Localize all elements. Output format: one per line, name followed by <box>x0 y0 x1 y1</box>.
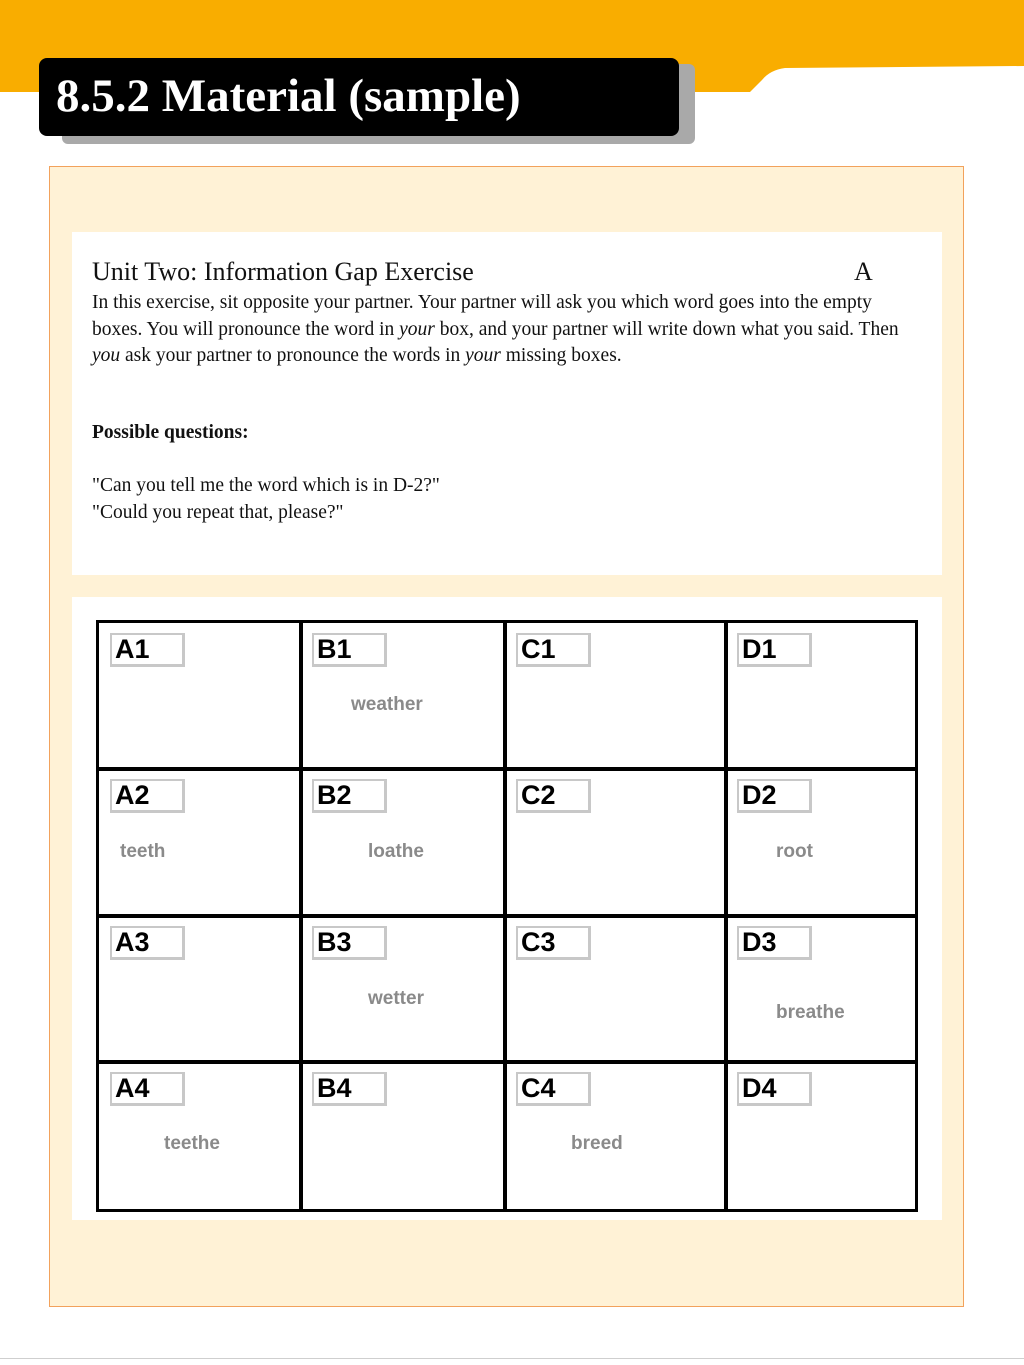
grid-cell-a1 <box>99 623 301 769</box>
cell-word: teethe <box>164 1133 220 1154</box>
cell-label: A4 <box>110 1072 185 1106</box>
question-item: "Could you repeat that, please?" <box>92 502 344 523</box>
exercise-title: Unit Two: Information Gap Exercise <box>92 257 474 286</box>
cell-label: C3 <box>516 926 591 960</box>
cell-word: breed <box>571 1133 623 1154</box>
cell-label: A2 <box>110 779 185 813</box>
cell-label: D2 <box>737 779 812 813</box>
cell-label: B1 <box>312 633 387 667</box>
cell-label: C4 <box>516 1072 591 1106</box>
cell-label: D1 <box>737 633 812 667</box>
intro-text: In this exercise, sit opposite your partner. Your partner will ask you which word goes into the empty boxes. You will pronounce the word in <box>92 292 872 340</box>
cell-label: D4 <box>737 1072 812 1106</box>
grid-cell-c4 <box>505 1062 726 1209</box>
title-box <box>39 58 679 136</box>
cell-label: B3 <box>312 926 387 960</box>
cell-label: C1 <box>516 633 591 667</box>
cell-label: A1 <box>110 633 185 667</box>
grid-cell-b4 <box>301 1062 505 1209</box>
grid-cell-c3 <box>505 916 726 1062</box>
intro-emphasis: you <box>92 345 121 366</box>
grid-cell-d4 <box>726 1062 915 1209</box>
cell-word: loathe <box>368 841 424 862</box>
cell-word: wetter <box>368 988 424 1009</box>
cell-word: root <box>776 841 813 862</box>
version-letter: A <box>854 257 873 286</box>
instructions-panel <box>72 232 942 575</box>
grid-cell-d1 <box>726 623 915 769</box>
intro-text: box, and your partner will write down what you said. Then <box>434 318 899 340</box>
footer-divider <box>0 1358 1024 1359</box>
cell-label: D3 <box>737 926 812 960</box>
grid-cell-d2 <box>726 769 915 916</box>
cell-label: A3 <box>110 926 185 960</box>
intro-text: missing boxes. <box>500 345 622 366</box>
cell-label: C2 <box>516 779 591 813</box>
grid-cell-d3 <box>726 916 915 1062</box>
cell-label: B4 <box>312 1072 387 1106</box>
grid-cell-c1 <box>505 623 726 769</box>
cell-word: breathe <box>776 1002 845 1023</box>
slide-title: 8.5.2 Material (sample) <box>56 70 521 122</box>
grid-cell-a3 <box>99 916 301 1062</box>
word-grid <box>96 620 918 1212</box>
grid-panel <box>72 597 942 1220</box>
questions-heading: Possible questions: <box>92 422 249 443</box>
grid-cell-b1 <box>301 623 505 769</box>
grid-cell-a2 <box>99 769 301 916</box>
exercise-instructions <box>92 290 922 370</box>
grid-cell-c2 <box>505 769 726 916</box>
question-item: "Can you tell me the word which is in D-2?" <box>92 475 440 496</box>
intro-text: ask your partner to pronounce the words in <box>120 345 466 366</box>
cell-label: B2 <box>312 779 387 813</box>
cell-word: weather <box>351 694 423 715</box>
grid-cell-a4 <box>99 1062 301 1209</box>
grid-cell-b2 <box>301 769 505 916</box>
cell-word: teeth <box>120 841 166 862</box>
intro-emphasis: your <box>465 345 501 366</box>
intro-emphasis: your <box>399 318 435 340</box>
grid-cell-b3 <box>301 916 505 1062</box>
